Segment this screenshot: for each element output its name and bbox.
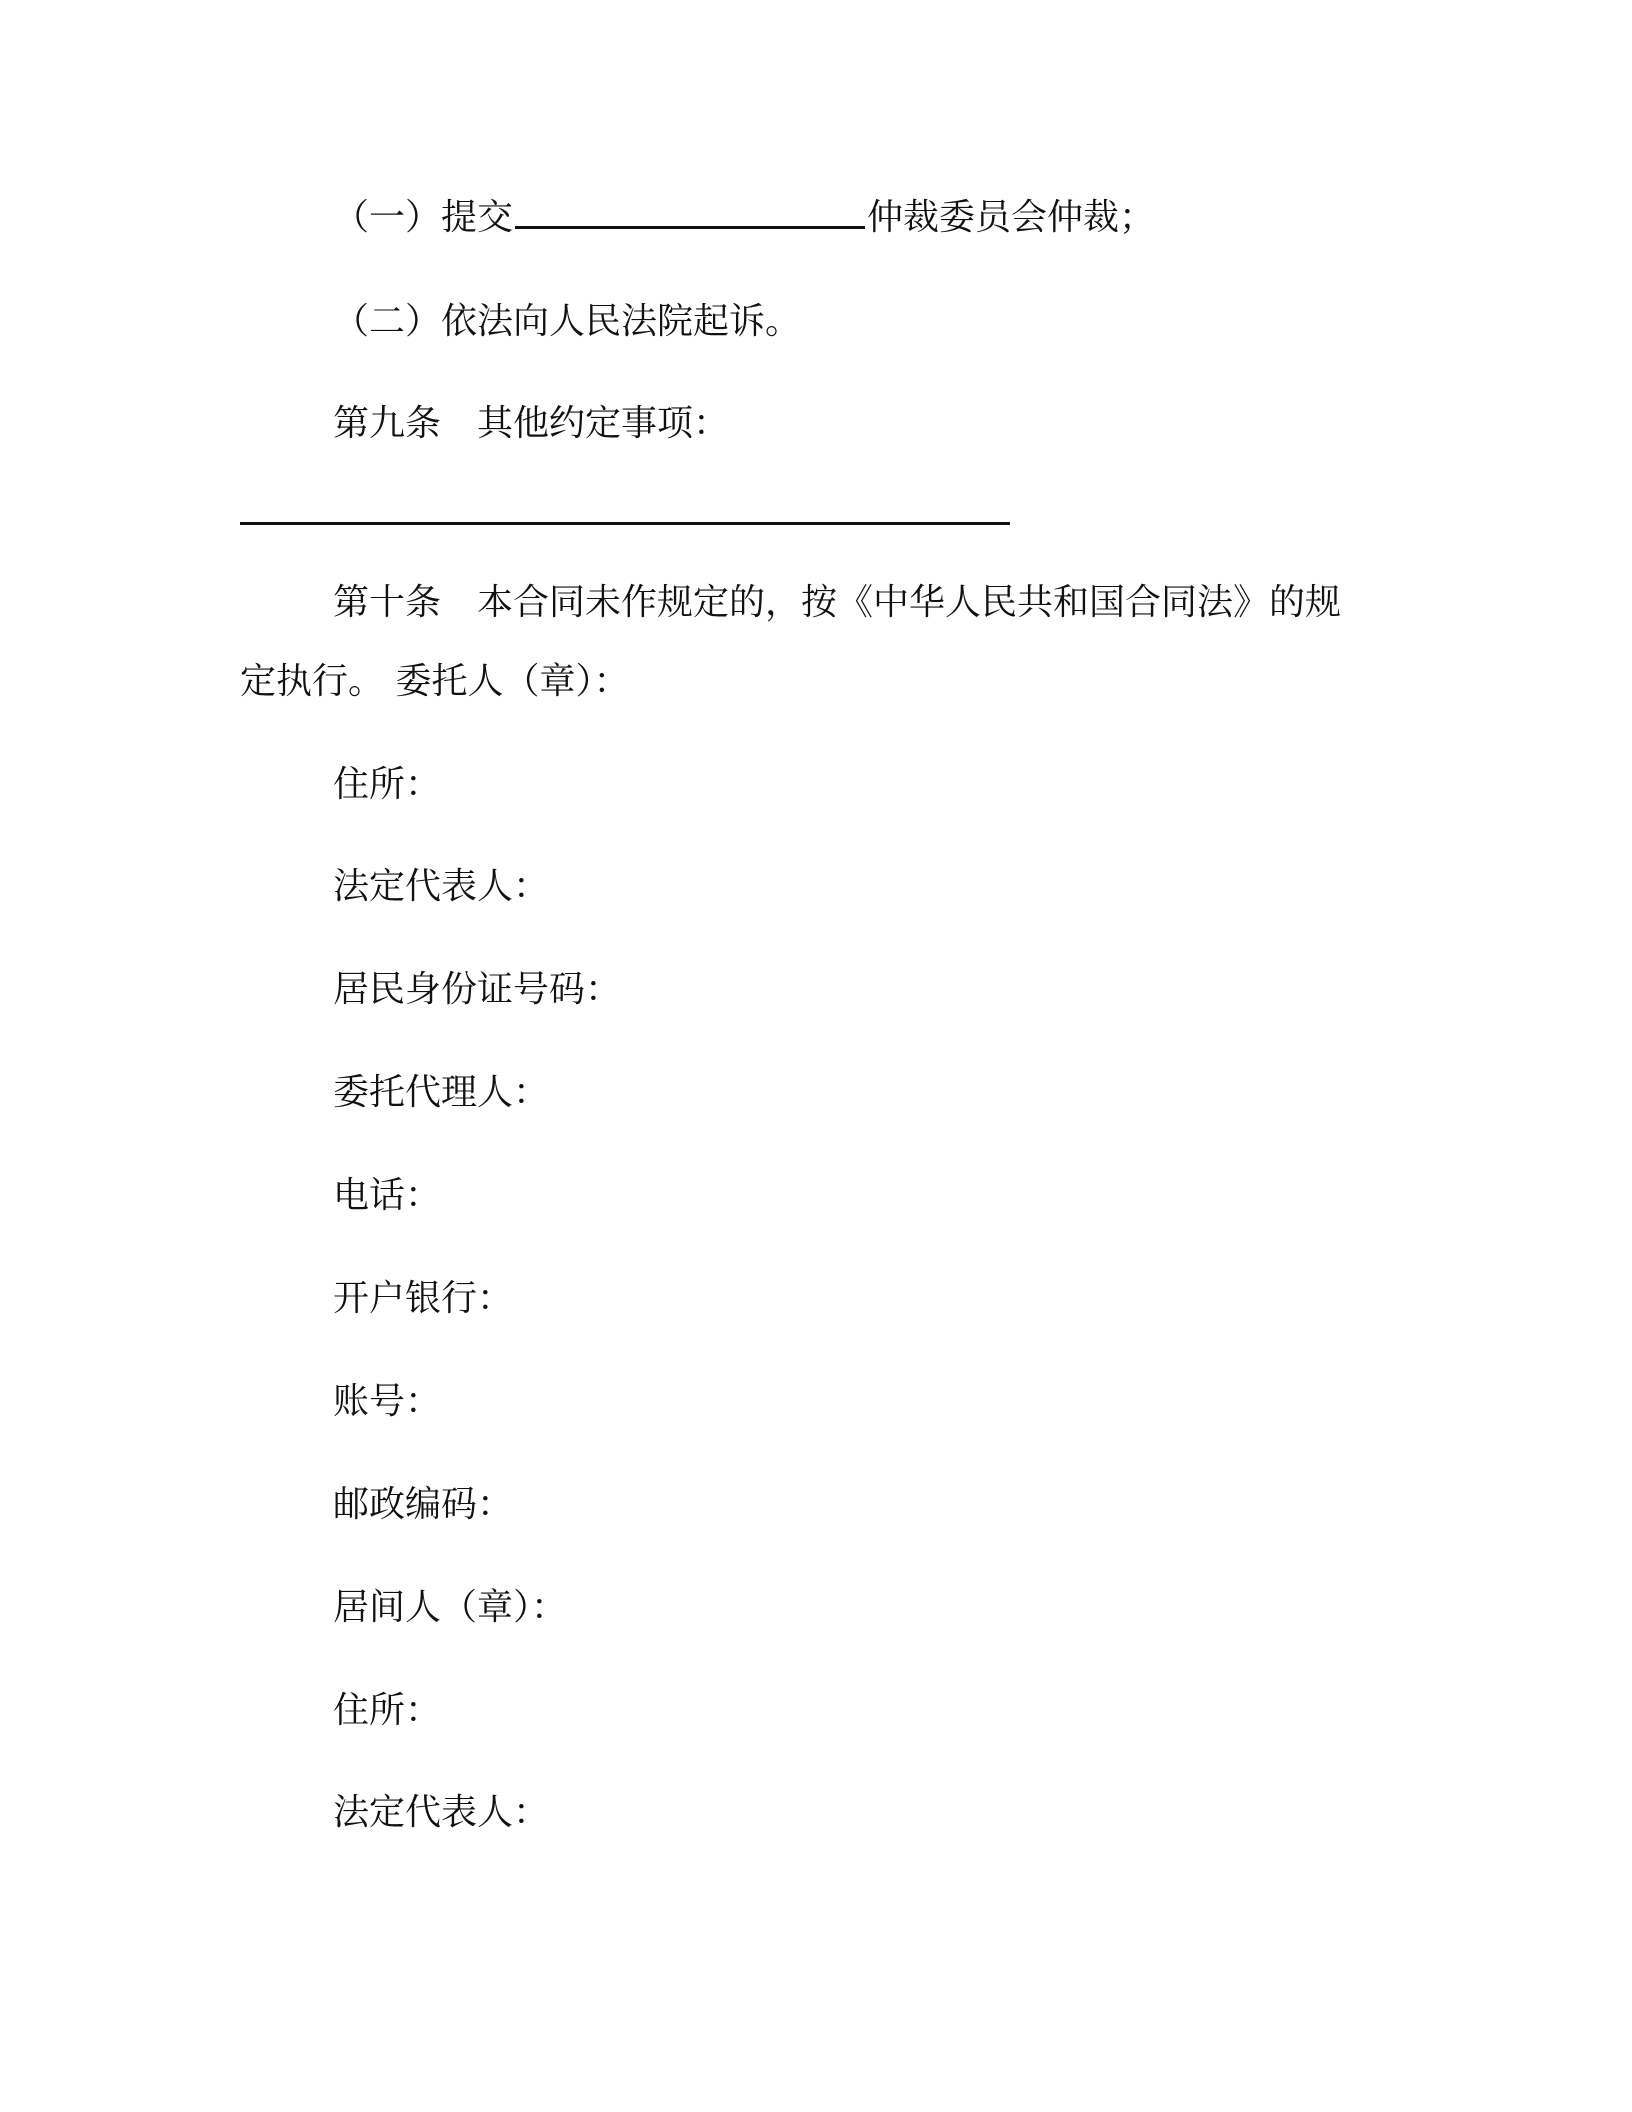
principal-id-number-label: 居民身份证号码： <box>333 969 622 1010</box>
option-1-suffix: 仲裁委员会仲裁； <box>867 197 1156 238</box>
clause-8-option-2: （二）依法向人民法院起诉。 <box>333 301 802 342</box>
principal-postcode-label: 邮政编码： <box>333 1484 514 1525</box>
intermediary-address-label: 住所： <box>333 1690 442 1731</box>
option-1-prefix: （一）提交 <box>333 197 514 238</box>
clause-9-heading: 第九条 其他约定事项： <box>333 403 730 444</box>
other-matters-blank-line[interactable] <box>240 522 1010 525</box>
clause-8-option-1 <box>333 195 1155 241</box>
clause-10-line-2: 定执行。 委托人（章）： <box>240 661 630 702</box>
arbitration-commission-blank[interactable] <box>515 198 865 229</box>
clause-10-line-1: 第十条 本合同未作规定的，按《中华人民共和国合同法》的规 <box>333 582 1342 623</box>
principal-address-label: 住所： <box>333 764 442 805</box>
principal-account-label: 账号： <box>333 1381 442 1422</box>
principal-legal-rep-label: 法定代表人： <box>333 866 550 907</box>
principal-agent-label: 委托代理人： <box>333 1072 550 1113</box>
principal-phone-label: 电话： <box>333 1175 442 1216</box>
intermediary-title: 居间人（章）： <box>333 1587 568 1628</box>
intermediary-legal-rep-label: 法定代表人： <box>333 1792 550 1833</box>
principal-bank-label: 开户银行： <box>333 1278 514 1319</box>
